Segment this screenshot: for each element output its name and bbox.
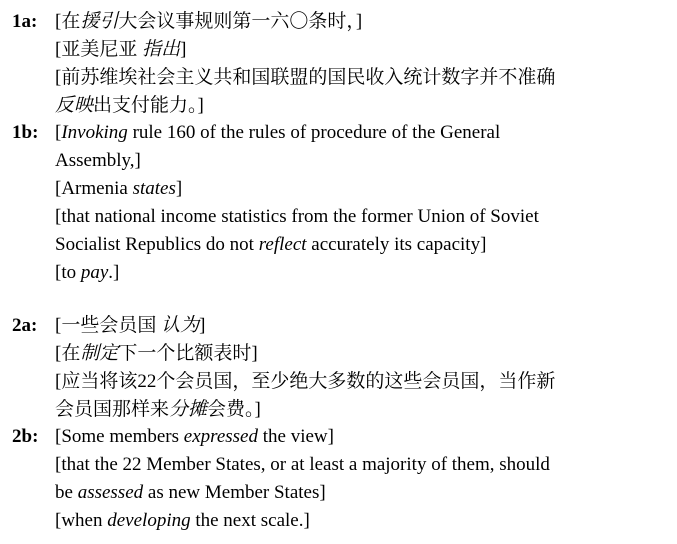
entry-lines: [55, 119, 670, 287]
entry-lines: [55, 312, 670, 424]
text-segment: [when: [55, 510, 108, 531]
text-line: [55, 507, 670, 535]
text-segment: [Some members: [55, 426, 184, 447]
text-segment: [that national income statistics from the former Union of Soviet: [55, 206, 539, 227]
text-segment: 大会议事规则第一六〇条时，]: [118, 11, 363, 32]
text-segment: the view]: [257, 426, 334, 447]
text-segment: 出支付能力。]: [93, 95, 204, 116]
text-segment: 会费。]: [207, 399, 261, 420]
italic-segment: 制定: [80, 343, 119, 364]
text-line: [55, 119, 670, 147]
text-segment: 会员国那样来: [55, 399, 170, 420]
text-segment: [前苏维埃社会主义共和国联盟的国民收入统计数字并不准确: [55, 67, 556, 88]
text-line: [55, 312, 670, 340]
text-segment: [to: [55, 262, 81, 283]
text-segment: [在: [55, 343, 81, 364]
italic-segment: pay: [80, 262, 109, 283]
text-line: [55, 92, 670, 120]
text-segment: be: [55, 482, 78, 503]
text-line: [55, 64, 670, 92]
text-line: [55, 36, 670, 64]
text-line: [55, 340, 670, 368]
entry-label: 2a:: [12, 315, 38, 336]
entry-label: 2b:: [12, 426, 39, 447]
text-segment: ]: [175, 178, 183, 199]
text-segment: Assembly,]: [55, 150, 141, 171]
text-segment: .]: [108, 262, 120, 283]
entry-lines: [55, 423, 670, 535]
text-segment: [that the 22 Member States, or at least a majority of them, should: [55, 454, 550, 475]
italic-segment: 分摊: [169, 399, 208, 420]
entry-lines: [55, 8, 670, 120]
text-segment: [亚美尼亚: [55, 39, 143, 60]
text-segment: rule 160 of the rules of procedure of the General: [127, 122, 501, 143]
entry-label: 1b:: [12, 122, 39, 143]
text-line: [55, 147, 670, 175]
text-segment: [一些会员国: [55, 315, 162, 336]
italic-segment: 援引: [80, 11, 119, 32]
text-line: [55, 175, 670, 203]
text-line: [55, 396, 670, 424]
text-segment: accurately its capacity]: [306, 234, 487, 255]
italic-segment: assessed: [77, 482, 144, 503]
text-segment: [应当将该22个会员国，至少绝大多数的这些会员国，当作新: [55, 371, 556, 392]
italic-segment: 认为: [161, 315, 200, 336]
italic-segment: 指出: [142, 39, 181, 60]
text-segment: ]: [180, 39, 187, 60]
italic-segment: expressed: [183, 426, 258, 447]
text-segment: as new Member States]: [143, 482, 326, 503]
text-segment: 下一个比额表时]: [118, 343, 258, 364]
text-line: [55, 368, 670, 396]
text-line: [55, 231, 670, 259]
text-segment: [: [55, 122, 62, 143]
text-segment: [在: [55, 11, 81, 32]
text-line: [55, 423, 670, 451]
text-line: [55, 203, 670, 231]
text-line: [55, 451, 670, 479]
text-segment: the next scale.]: [190, 510, 310, 531]
entry-label: 1a:: [12, 11, 38, 32]
text-segment: Socialist Republics do not: [55, 234, 259, 255]
text-segment: [Armenia: [55, 178, 133, 199]
italic-segment: 反映: [55, 95, 94, 116]
text-line: [55, 259, 670, 287]
text-line: [55, 479, 670, 507]
text-line: [55, 8, 670, 36]
text-segment: ]: [199, 315, 206, 336]
italic-segment: reflect: [258, 234, 307, 255]
italic-segment: developing: [107, 510, 191, 531]
italic-segment: states: [132, 178, 176, 199]
italic-segment: Invoking: [61, 122, 128, 143]
